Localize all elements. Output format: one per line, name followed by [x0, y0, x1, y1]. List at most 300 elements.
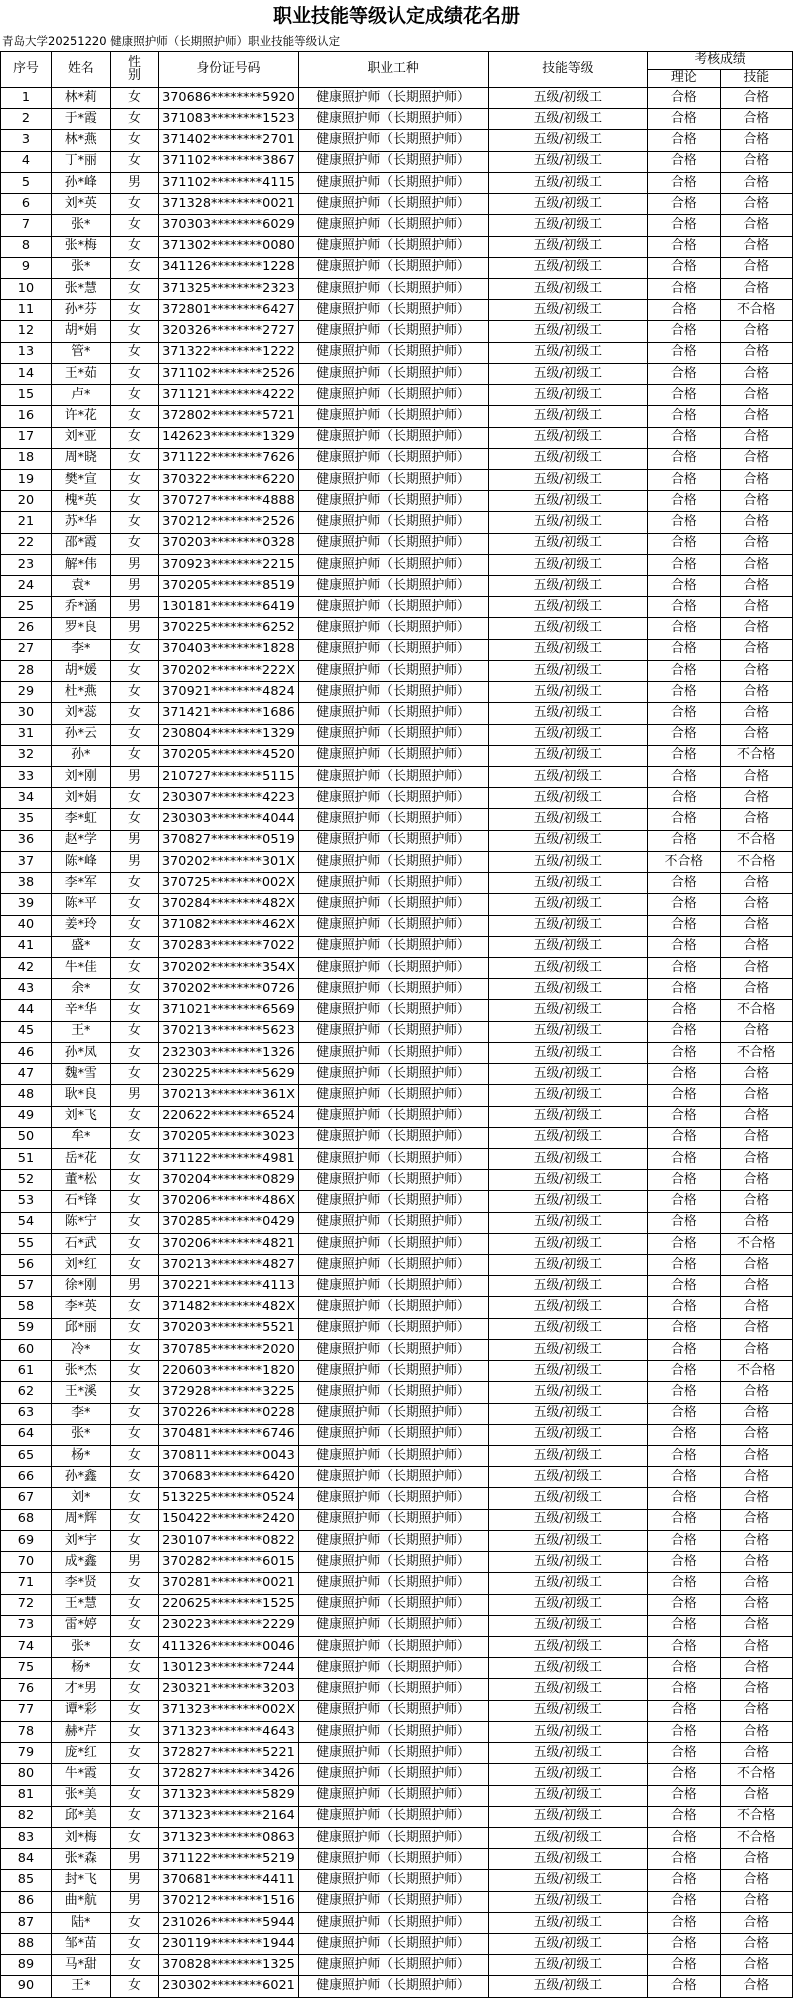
cell-theory: 合格	[648, 491, 720, 512]
cell-job: 健康照护师（长期照护师）	[298, 1361, 488, 1382]
cell-job: 健康照护师（长期照护师）	[298, 1827, 488, 1848]
cell-name: 王*	[51, 1021, 110, 1042]
cell-name: 谭*彩	[51, 1700, 110, 1721]
cell-seq: 12	[1, 321, 52, 342]
cell-seq: 15	[1, 385, 52, 406]
cell-name: 邵*霞	[51, 533, 110, 554]
cell-gender: 女	[110, 1382, 159, 1403]
cell-id: 150422********2420	[159, 1509, 298, 1530]
cell-level: 五级/初级工	[488, 1127, 648, 1148]
cell-name: 刘*梅	[51, 1827, 110, 1848]
cell-gender: 女	[110, 1700, 159, 1721]
cell-name: 罗*良	[51, 618, 110, 639]
cell-gender: 女	[110, 1255, 159, 1276]
table-row	[1, 1827, 793, 1848]
cell-seq: 2	[1, 109, 52, 130]
cell-id: 371102********3867	[159, 151, 298, 172]
cell-theory: 合格	[648, 767, 720, 788]
cell-job: 健康照护师（长期照护师）	[298, 894, 488, 915]
cell-gender: 女	[110, 533, 159, 554]
table-row	[1, 1064, 793, 1085]
cell-id: 370681********4411	[159, 1870, 298, 1891]
cell-gender: 女	[110, 1679, 159, 1700]
table-row	[1, 1467, 793, 1488]
cell-gender: 女	[110, 682, 159, 703]
cell-skill: 合格	[720, 491, 792, 512]
cell-level: 五级/初级工	[488, 639, 648, 660]
cell-level: 五级/初级工	[488, 1488, 648, 1509]
cell-job: 健康照护师（长期照护师）	[298, 745, 488, 766]
cell-name: 刘*娟	[51, 788, 110, 809]
header-name: 姓名	[51, 52, 110, 88]
cell-gender: 女	[110, 1000, 159, 1021]
cell-job: 健康照护师（长期照护师）	[298, 830, 488, 851]
cell-gender: 女	[110, 1127, 159, 1148]
table-row	[1, 406, 793, 427]
table-row	[1, 1509, 793, 1530]
cell-seq: 85	[1, 1870, 52, 1891]
cell-name: 李*军	[51, 873, 110, 894]
cell-id: 230107********0822	[159, 1530, 298, 1551]
cell-theory: 合格	[648, 300, 720, 321]
cell-level: 五级/初级工	[488, 1636, 648, 1657]
cell-id: 371122********5219	[159, 1849, 298, 1870]
cell-level: 五级/初级工	[488, 1403, 648, 1424]
cell-skill: 合格	[720, 1212, 792, 1233]
cell-job: 健康照护师（长期照护师）	[298, 1382, 488, 1403]
cell-theory: 合格	[648, 1255, 720, 1276]
cell-gender: 女	[110, 1530, 159, 1551]
cell-job: 健康照护师（长期照护师）	[298, 1446, 488, 1467]
cell-theory: 合格	[648, 1700, 720, 1721]
cell-name: 陈*峰	[51, 851, 110, 872]
cell-seq: 83	[1, 1827, 52, 1848]
cell-gender: 女	[110, 979, 159, 1000]
cell-level: 五级/初级工	[488, 724, 648, 745]
cell-theory: 合格	[648, 1849, 720, 1870]
cell-gender: 女	[110, 639, 159, 660]
cell-name: 邱*美	[51, 1806, 110, 1827]
cell-id: 370205********4520	[159, 745, 298, 766]
cell-seq: 81	[1, 1785, 52, 1806]
header-level: 技能等级	[488, 52, 648, 88]
cell-gender: 女	[110, 109, 159, 130]
table-row	[1, 554, 793, 575]
cell-job: 健康照护师（长期照护师）	[298, 957, 488, 978]
cell-level: 五级/初级工	[488, 1191, 648, 1212]
cell-skill: 不合格	[720, 1764, 792, 1785]
cell-skill: 合格	[720, 1870, 792, 1891]
table-row	[1, 257, 793, 278]
cell-seq: 48	[1, 1085, 52, 1106]
cell-skill: 不合格	[720, 1042, 792, 1063]
cell-level: 五级/初级工	[488, 1934, 648, 1955]
cell-skill: 合格	[720, 406, 792, 427]
cell-job: 健康照护师（长期照护师）	[298, 1212, 488, 1233]
cell-skill: 不合格	[720, 1233, 792, 1254]
cell-id: 370322********6220	[159, 469, 298, 490]
cell-theory: 合格	[648, 1191, 720, 1212]
cell-name: 袁*	[51, 576, 110, 597]
table-row	[1, 618, 793, 639]
cell-theory: 合格	[648, 1276, 720, 1297]
cell-name: 雷*婷	[51, 1615, 110, 1636]
cell-level: 五级/初级工	[488, 1594, 648, 1615]
cell-job: 健康照护师（长期照护师）	[298, 491, 488, 512]
cell-theory: 合格	[648, 830, 720, 851]
cell-gender: 男	[110, 1085, 159, 1106]
cell-gender: 女	[110, 1021, 159, 1042]
cell-id: 371323********0863	[159, 1827, 298, 1848]
cell-gender: 女	[110, 1827, 159, 1848]
cell-skill: 合格	[720, 1721, 792, 1742]
table-row	[1, 278, 793, 299]
cell-gender: 女	[110, 1573, 159, 1594]
table-row	[1, 1594, 793, 1615]
table-row	[1, 491, 793, 512]
cell-level: 五级/初级工	[488, 1827, 648, 1848]
cell-name: 徐*刚	[51, 1276, 110, 1297]
cell-job: 健康照护师（长期照护师）	[298, 385, 488, 406]
cell-job: 健康照护师（长期照护师）	[298, 257, 488, 278]
cell-gender: 女	[110, 1042, 159, 1063]
cell-theory: 合格	[648, 448, 720, 469]
cell-seq: 34	[1, 788, 52, 809]
cell-job: 健康照护师（长期照护师）	[298, 1636, 488, 1657]
cell-seq: 62	[1, 1382, 52, 1403]
cell-skill: 合格	[720, 512, 792, 533]
cell-theory: 合格	[648, 278, 720, 299]
cell-id: 370213********361X	[159, 1085, 298, 1106]
cell-gender: 女	[110, 448, 159, 469]
cell-seq: 70	[1, 1552, 52, 1573]
page-title: 职业技能等级认定成绩花名册	[272, 5, 520, 27]
cell-name: 成*鑫	[51, 1552, 110, 1573]
cell-job: 健康照护师（长期照护师）	[298, 533, 488, 554]
cell-skill: 合格	[720, 469, 792, 490]
cell-skill: 不合格	[720, 1000, 792, 1021]
cell-gender: 男	[110, 851, 159, 872]
cell-id: 371121********4222	[159, 385, 298, 406]
cell-theory: 合格	[648, 1912, 720, 1933]
cell-name: 石*锋	[51, 1191, 110, 1212]
cell-skill: 不合格	[720, 1827, 792, 1848]
table-row	[1, 1934, 793, 1955]
cell-name: 马*甜	[51, 1955, 110, 1976]
cell-name: 孙*峰	[51, 172, 110, 193]
cell-skill: 合格	[720, 597, 792, 618]
cell-skill: 合格	[720, 194, 792, 215]
table-row	[1, 767, 793, 788]
cell-theory: 合格	[648, 172, 720, 193]
cell-theory: 合格	[648, 109, 720, 130]
cell-job: 健康照护师（长期照护师）	[298, 1934, 488, 1955]
cell-skill: 合格	[720, 767, 792, 788]
cell-level: 五级/初级工	[488, 130, 648, 151]
cell-id: 370202********354X	[159, 957, 298, 978]
table-row	[1, 1891, 793, 1912]
cell-skill: 合格	[720, 1891, 792, 1912]
cell-skill: 合格	[720, 1148, 792, 1169]
cell-level: 五级/初级工	[488, 979, 648, 1000]
cell-seq: 33	[1, 767, 52, 788]
cell-skill: 合格	[720, 682, 792, 703]
cell-name: 赵*学	[51, 830, 110, 851]
cell-name: 陆*	[51, 1912, 110, 1933]
cell-level: 五级/初级工	[488, 788, 648, 809]
cell-seq: 49	[1, 1106, 52, 1127]
cell-skill: 合格	[720, 809, 792, 830]
cell-level: 五级/初级工	[488, 1361, 648, 1382]
cell-id: 370811********0043	[159, 1446, 298, 1467]
cell-seq: 19	[1, 469, 52, 490]
cell-name: 董*松	[51, 1170, 110, 1191]
table-row	[1, 703, 793, 724]
cell-seq: 55	[1, 1233, 52, 1254]
cell-seq: 29	[1, 682, 52, 703]
cell-name: 刘*英	[51, 194, 110, 215]
cell-name: 李*虹	[51, 809, 110, 830]
header-gender-line1: 性	[128, 54, 141, 70]
cell-level: 五级/初级工	[488, 1339, 648, 1360]
table-row	[1, 88, 793, 109]
cell-job: 健康照护师（长期照护师）	[298, 1255, 488, 1276]
cell-level: 五级/初级工	[488, 321, 648, 342]
cell-seq: 50	[1, 1127, 52, 1148]
cell-skill: 合格	[720, 385, 792, 406]
cell-level: 五级/初级工	[488, 1148, 648, 1169]
cell-job: 健康照护师（长期照护师）	[298, 1679, 488, 1700]
cell-level: 五级/初级工	[488, 873, 648, 894]
table-row	[1, 1488, 793, 1509]
table-row	[1, 1212, 793, 1233]
table-row	[1, 1446, 793, 1467]
cell-level: 五级/初级工	[488, 957, 648, 978]
cell-seq: 58	[1, 1297, 52, 1318]
cell-job: 健康照护师（长期照护师）	[298, 1148, 488, 1169]
cell-skill: 合格	[720, 1085, 792, 1106]
cell-seq: 61	[1, 1361, 52, 1382]
cell-id: 371482********482X	[159, 1297, 298, 1318]
cell-job: 健康照护师（长期照护师）	[298, 1955, 488, 1976]
cell-theory: 合格	[648, 1594, 720, 1615]
cell-id: 370205********8519	[159, 576, 298, 597]
table-row	[1, 1530, 793, 1551]
cell-level: 五级/初级工	[488, 236, 648, 257]
cell-seq: 24	[1, 576, 52, 597]
cell-name: 岳*花	[51, 1148, 110, 1169]
cell-job: 健康照护师（长期照护师）	[298, 1891, 488, 1912]
cell-seq: 46	[1, 1042, 52, 1063]
cell-seq: 16	[1, 406, 52, 427]
table-row	[1, 1806, 793, 1827]
cell-skill: 合格	[720, 915, 792, 936]
table-row	[1, 1658, 793, 1679]
cell-id: 370727********4888	[159, 491, 298, 512]
cell-seq: 17	[1, 427, 52, 448]
cell-gender: 女	[110, 469, 159, 490]
cell-name: 林*燕	[51, 130, 110, 151]
cell-id: 370202********222X	[159, 660, 298, 681]
cell-id: 230307********4223	[159, 788, 298, 809]
table-row	[1, 682, 793, 703]
cell-theory: 合格	[648, 957, 720, 978]
cell-name: 管*	[51, 342, 110, 363]
cell-seq: 40	[1, 915, 52, 936]
cell-gender: 女	[110, 1064, 159, 1085]
table-row	[1, 1382, 793, 1403]
cell-id: 370725********002X	[159, 873, 298, 894]
cell-seq: 36	[1, 830, 52, 851]
cell-name: 张*	[51, 1424, 110, 1445]
cell-skill: 合格	[720, 1446, 792, 1467]
cell-theory: 合格	[648, 1552, 720, 1573]
cell-level: 五级/初级工	[488, 576, 648, 597]
cell-seq: 54	[1, 1212, 52, 1233]
table-row	[1, 1403, 793, 1424]
table-row	[1, 512, 793, 533]
cell-id: 130123********7244	[159, 1658, 298, 1679]
cell-name: 孙*鑫	[51, 1467, 110, 1488]
cell-skill: 合格	[720, 1976, 792, 1997]
cell-job: 健康照护师（长期照护师）	[298, 1552, 488, 1573]
cell-theory: 合格	[648, 1764, 720, 1785]
cell-seq: 68	[1, 1509, 52, 1530]
cell-seq: 79	[1, 1743, 52, 1764]
cell-gender: 女	[110, 660, 159, 681]
cell-gender: 男	[110, 1849, 159, 1870]
table-row	[1, 172, 793, 193]
cell-gender: 女	[110, 1297, 159, 1318]
cell-job: 健康照护师（长期照护师）	[298, 1191, 488, 1212]
cell-level: 五级/初级工	[488, 1042, 648, 1063]
cell-skill: 合格	[720, 278, 792, 299]
cell-theory: 合格	[648, 576, 720, 597]
cell-name: 张*美	[51, 1785, 110, 1806]
cell-id: 371102********4115	[159, 172, 298, 193]
cell-seq: 60	[1, 1339, 52, 1360]
cell-job: 健康照护师（长期照护师）	[298, 427, 488, 448]
cell-job: 健康照护师（长期照护师）	[298, 1658, 488, 1679]
cell-theory: 合格	[648, 554, 720, 575]
cell-seq: 35	[1, 809, 52, 830]
cell-id: 370212********1516	[159, 1891, 298, 1912]
cell-skill: 合格	[720, 109, 792, 130]
cell-job: 健康照护师（长期照护师）	[298, 1467, 488, 1488]
table-row	[1, 851, 793, 872]
table-row	[1, 809, 793, 830]
cell-seq: 64	[1, 1424, 52, 1445]
cell-name: 牛*霞	[51, 1764, 110, 1785]
cell-job: 健康照护师（长期照护师）	[298, 1976, 488, 1997]
cell-theory: 合格	[648, 1361, 720, 1382]
table-row	[1, 1042, 793, 1063]
cell-id: 371421********1686	[159, 703, 298, 724]
cell-id: 230225********5629	[159, 1064, 298, 1085]
cell-theory: 合格	[648, 215, 720, 236]
cell-seq: 8	[1, 236, 52, 257]
cell-job: 健康照护师（长期照护师）	[298, 767, 488, 788]
cell-skill: 不合格	[720, 745, 792, 766]
cell-name: 赫*芹	[51, 1721, 110, 1742]
table-row	[1, 1170, 793, 1191]
cell-level: 五级/初级工	[488, 915, 648, 936]
cell-id: 142623********1329	[159, 427, 298, 448]
cell-skill: 合格	[720, 321, 792, 342]
score-roster-table	[0, 51, 793, 1998]
cell-theory: 合格	[648, 1743, 720, 1764]
cell-job: 健康照护师（长期照护师）	[298, 194, 488, 215]
cell-id: 341126********1228	[159, 257, 298, 278]
cell-gender: 女	[110, 745, 159, 766]
header-job: 职业工种	[298, 52, 488, 88]
cell-job: 健康照护师（长期照护师）	[298, 1170, 488, 1191]
cell-name: 于*霞	[51, 109, 110, 130]
table-row	[1, 1721, 793, 1742]
table-row	[1, 1148, 793, 1169]
cell-gender: 女	[110, 1361, 159, 1382]
cell-theory: 合格	[648, 1446, 720, 1467]
cell-job: 健康照护师（长期照护师）	[298, 724, 488, 745]
cell-id: 371402********2701	[159, 130, 298, 151]
cell-id: 371325********2323	[159, 278, 298, 299]
cell-id: 372801********6427	[159, 300, 298, 321]
cell-job: 健康照护师（长期照护师）	[298, 1021, 488, 1042]
cell-name: 刘*宇	[51, 1530, 110, 1551]
cell-seq: 25	[1, 597, 52, 618]
cell-job: 健康照护师（长期照护师）	[298, 851, 488, 872]
cell-theory: 合格	[648, 703, 720, 724]
cell-gender: 女	[110, 788, 159, 809]
cell-skill: 不合格	[720, 851, 792, 872]
cell-name: 刘*红	[51, 1255, 110, 1276]
cell-skill: 合格	[720, 1318, 792, 1339]
cell-level: 五级/初级工	[488, 1064, 648, 1085]
cell-level: 五级/初级工	[488, 1806, 648, 1827]
cell-theory: 合格	[648, 1955, 720, 1976]
cell-job: 健康照护师（长期照护师）	[298, 109, 488, 130]
table-row	[1, 130, 793, 151]
cell-gender: 女	[110, 1191, 159, 1212]
cell-name: 邹*苗	[51, 1934, 110, 1955]
cell-level: 五级/初级工	[488, 1976, 648, 1997]
table-row	[1, 300, 793, 321]
cell-skill: 合格	[720, 873, 792, 894]
cell-id: 220603********1820	[159, 1361, 298, 1382]
cell-id: 370213********4827	[159, 1255, 298, 1276]
cell-job: 健康照护师（长期照护师）	[298, 576, 488, 597]
cell-job: 健康照护师（长期照护师）	[298, 1424, 488, 1445]
cell-level: 五级/初级工	[488, 1764, 648, 1785]
cell-level: 五级/初级工	[488, 342, 648, 363]
cell-gender: 女	[110, 491, 159, 512]
table-row	[1, 1106, 793, 1127]
cell-id: 371323********2164	[159, 1806, 298, 1827]
table-row	[1, 873, 793, 894]
cell-seq: 52	[1, 1170, 52, 1191]
cell-job: 健康照护师（长期照护师）	[298, 300, 488, 321]
header-theory: 理论	[648, 70, 720, 88]
cell-id: 320326********2727	[159, 321, 298, 342]
cell-seq: 45	[1, 1021, 52, 1042]
cell-theory: 合格	[648, 342, 720, 363]
cell-theory: 合格	[648, 597, 720, 618]
cell-theory: 合格	[648, 936, 720, 957]
cell-seq: 20	[1, 491, 52, 512]
table-row	[1, 1233, 793, 1254]
cell-skill: 合格	[720, 1785, 792, 1806]
table-row	[1, 342, 793, 363]
